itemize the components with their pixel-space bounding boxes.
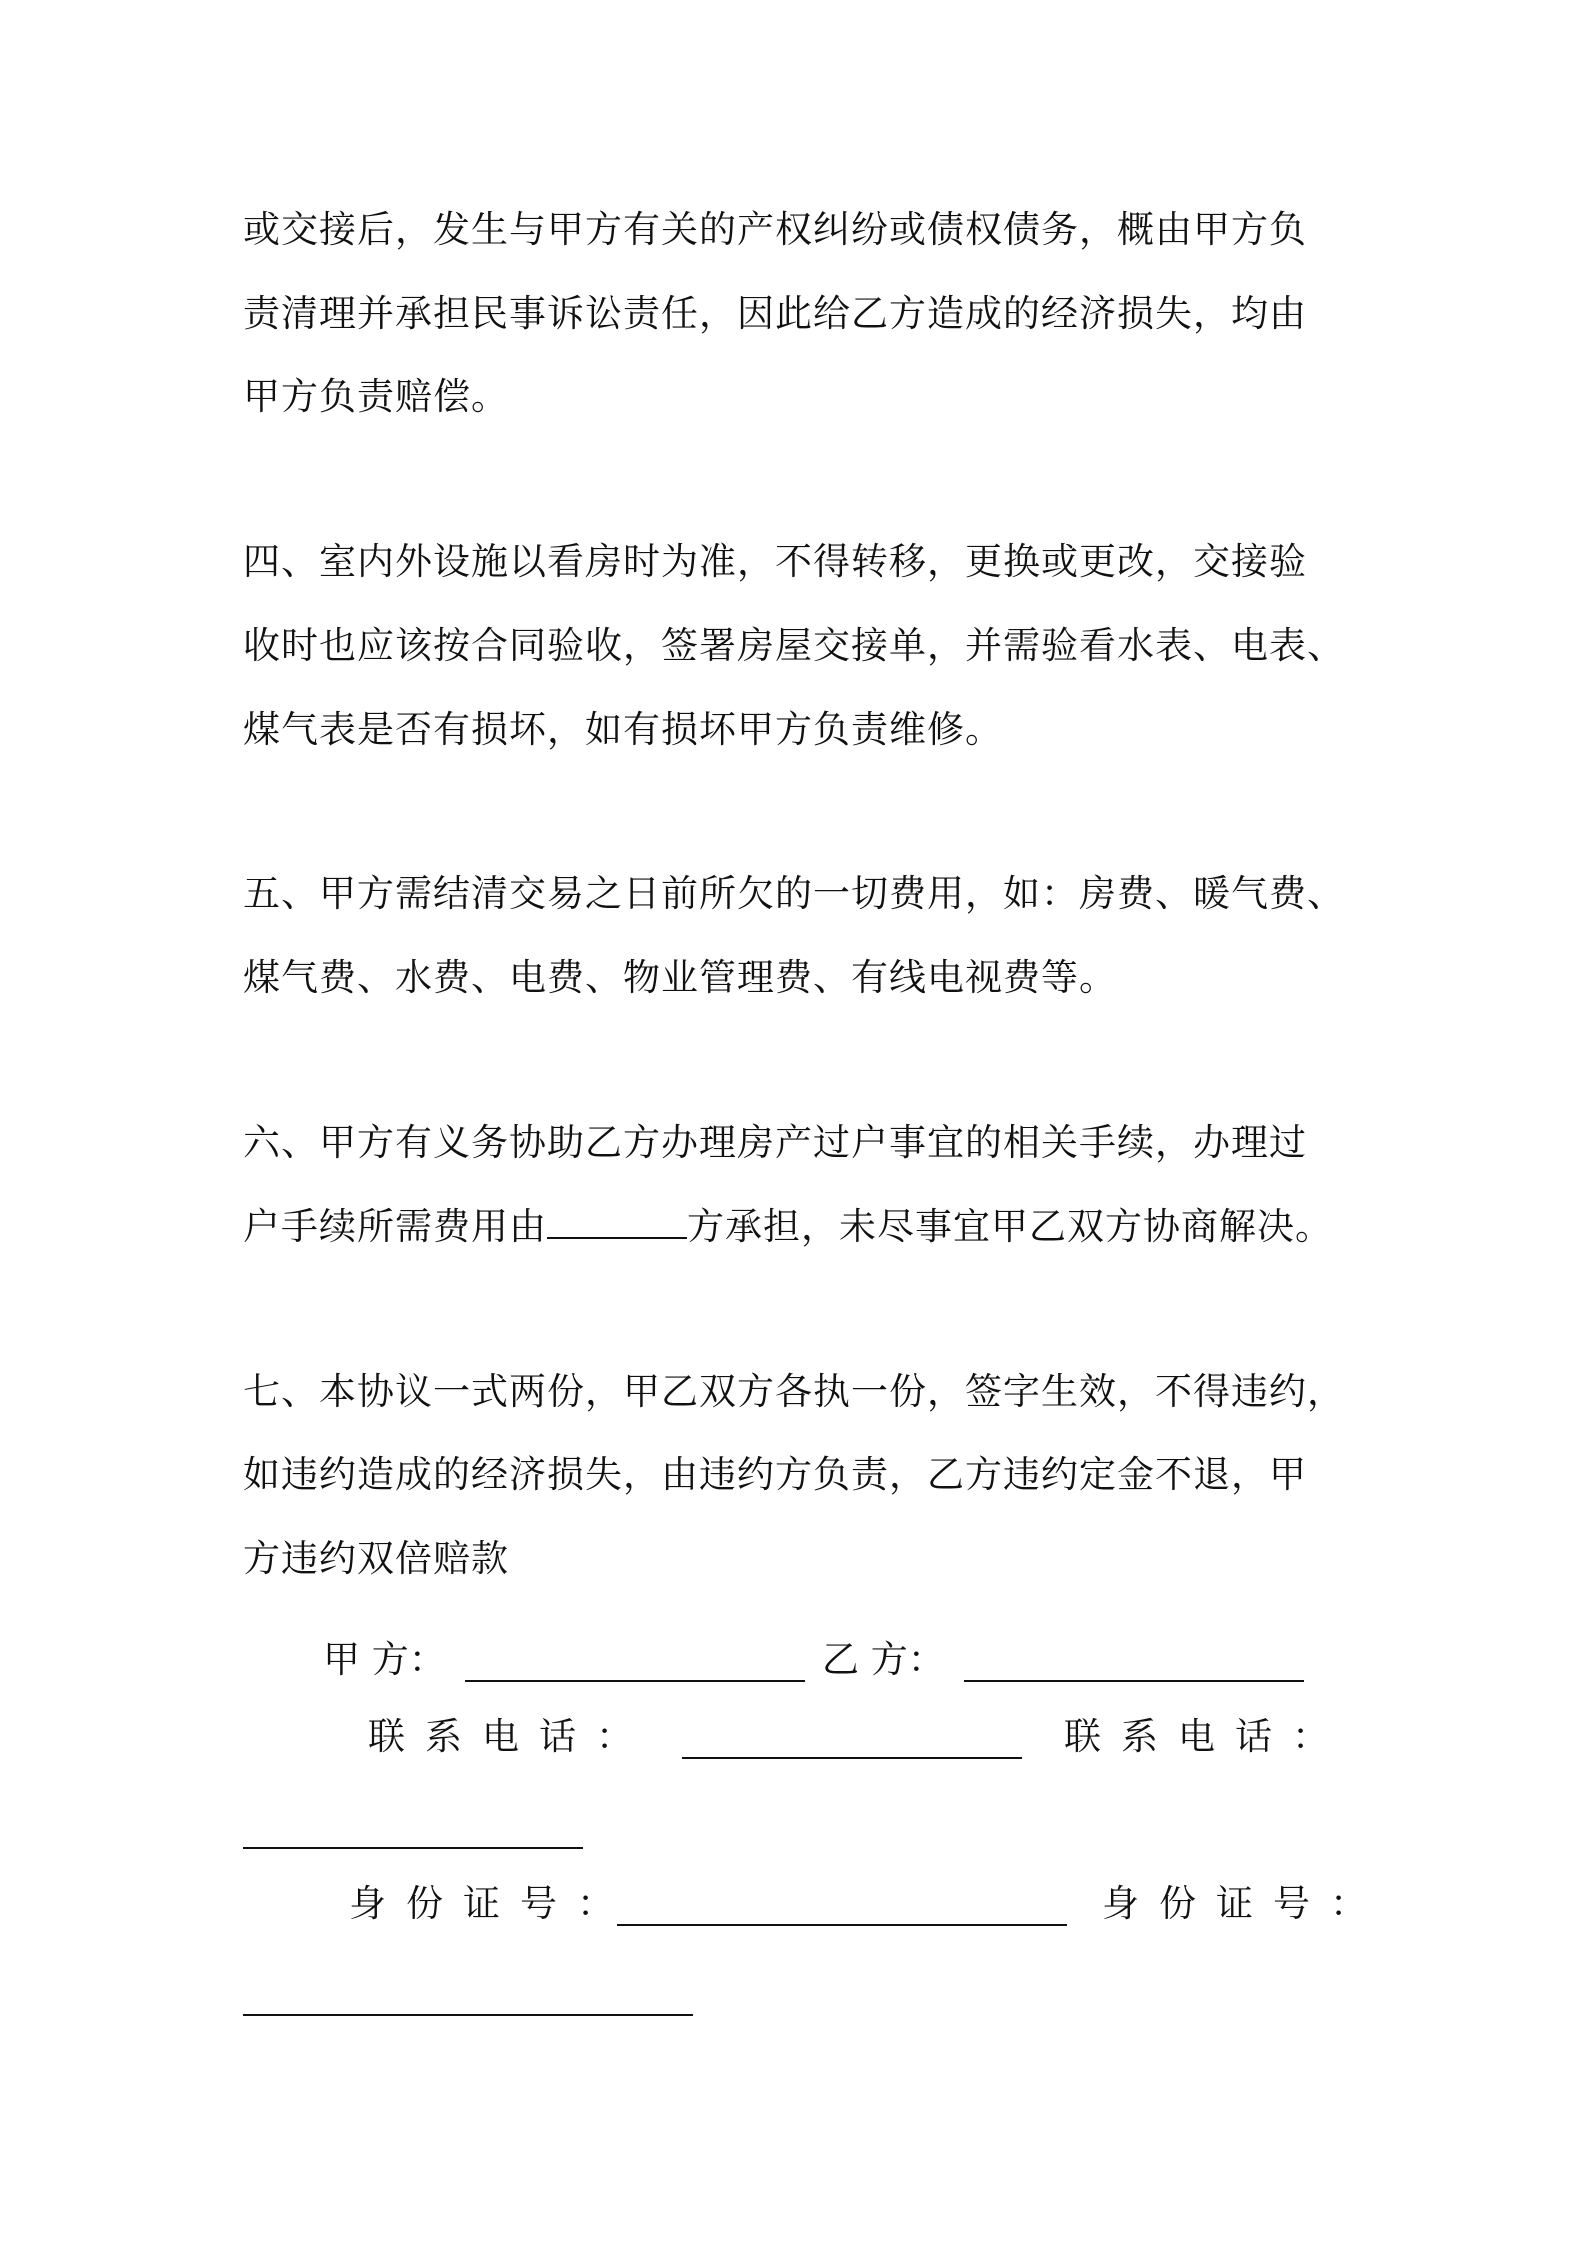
paragraph-6-line-2 [243,1203,1333,1251]
paragraph-7-line-2: 如违约造成的经济损失，由违约方负责，乙方违约定金不退，甲 [243,1453,1307,1496]
phone-b-blank [243,1847,583,1849]
paragraph-3-line-2: 责清理并承担民事诉讼责任，因此给乙方造成的经济损失，均由 [243,292,1307,335]
id-label-b: 身份证号： [1102,1882,1387,1925]
paragraph-7-line-3: 方违约双倍赔款 [243,1537,509,1580]
paragraph-5-line-1: 五、甲方需结清交易之日前所欠的一切费用，如：房费、暖气费、 [243,872,1345,915]
paragraph-6-line-2-end: 方承担，未尽事宜甲乙双方协商解决。 [687,1205,1333,1248]
party-b-label: 乙 方： [822,1638,945,1681]
party-a-blank [465,1680,805,1682]
paragraph-6-line-1: 六、甲方有义务协助乙方办理房产过户事宜的相关手续，办理过 [243,1121,1307,1164]
paragraph-4-line-2: 收时也应该按合同验收，签署房屋交接单，并需验看水表、电表、 [243,624,1345,667]
paragraph-3-line-1: 或交接后，发生与甲方有关的产权纠纷或债权债务，概由甲方负 [243,208,1307,251]
phone-label-a: 联系电话： [368,1715,653,1758]
fee-party-blank [547,1203,687,1239]
paragraph-3-line-3: 甲方负责赔偿。 [243,375,509,418]
phone-a-blank [682,1757,1022,1759]
paragraph-7-line-1: 七、本协议一式两份，甲乙双方各执一份，签字生效，不得违约， [243,1370,1345,1413]
phone-label-b: 联系电话： [1064,1715,1349,1758]
paragraph-4-line-3: 煤气表是否有损坏，如有损坏甲方负责维修。 [243,708,1003,751]
paragraph-6-line-2-start: 户手续所需费用由 [243,1205,547,1248]
party-b-blank [964,1680,1304,1682]
id-label-a: 身份证号： [349,1882,634,1925]
party-a-label: 甲 方： [323,1638,446,1681]
id-b-blank [243,2014,693,2016]
paragraph-4-line-1: 四、室内外设施以看房时为准，不得转移，更换或更改，交接验 [243,540,1307,583]
paragraph-5-line-2: 煤气费、水费、电费、物业管理费、有线电视费等。 [243,956,1117,999]
id-a-blank [617,1924,1067,1926]
